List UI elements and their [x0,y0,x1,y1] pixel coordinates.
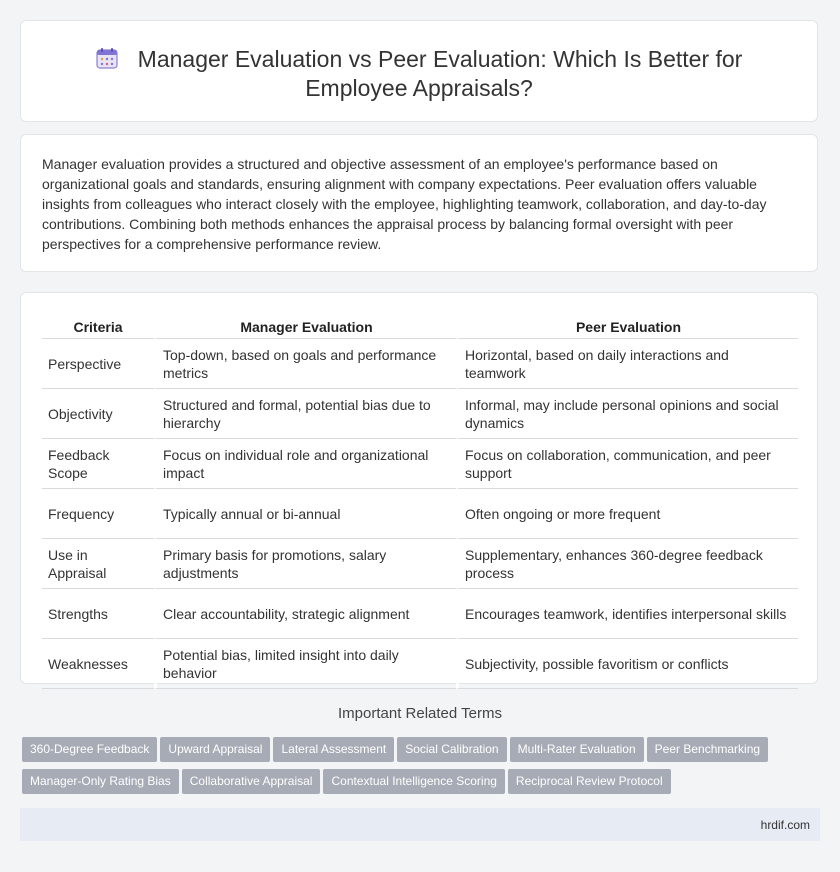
related-tag[interactable]: Manager-Only Rating Bias [22,769,179,794]
related-tag[interactable]: Upward Appraisal [160,737,270,762]
manager-cell: Potential bias, limited insight into daily behavior [154,639,456,689]
manager-cell: Focus on individual role and organizational impact [154,439,456,489]
table-row [42,339,798,389]
manager-cell: Clear accountability, strategic alignment [154,589,456,639]
criteria-cell: Weaknesses [42,639,154,689]
intro-card [20,134,818,272]
title-line-1: Manager Evaluation vs Peer Evaluation: Which Is Better for [137,46,743,72]
related-tag[interactable]: Lateral Assessment [273,737,394,762]
footer [20,808,820,841]
related-tag[interactable]: Collaborative Appraisal [182,769,321,794]
title-line-2: Employee Appraisals? [305,75,533,101]
table-header-row [42,313,798,339]
related-tag[interactable]: 360-Degree Feedback [22,737,157,762]
header-criteria: Criteria [42,313,154,339]
related-tag[interactable]: Reciprocal Review Protocol [508,769,671,794]
table-row [42,489,798,539]
related-tag[interactable]: Peer Benchmarking [647,737,768,762]
peer-cell: Supplementary, enhances 360-degree feedback process [456,539,798,589]
peer-cell: Informal, may include personal opinions and social dynamics [456,389,798,439]
related-terms-title: Important Related Terms [338,705,502,722]
criteria-cell: Use in Appraisal [42,539,154,589]
criteria-cell: Objectivity [42,389,154,439]
header-manager: Manager Evaluation [154,313,456,339]
footer-site[interactable]: hrdif.com [760,818,810,832]
title-card [20,20,818,122]
manager-cell: Typically annual or bi-annual [154,489,456,539]
manager-cell: Top-down, based on goals and performance metrics [154,339,456,389]
peer-cell: Focus on collaboration, communication, and peer support [456,439,798,489]
page-title [21,45,817,103]
comparison-table [42,313,798,689]
related-tag[interactable]: Social Calibration [397,737,506,762]
peer-cell: Subjectivity, possible favoritism or conflicts [456,639,798,689]
related-tag[interactable]: Multi-Rater Evaluation [510,737,644,762]
table-row [42,639,798,689]
header-peer: Peer Evaluation [456,313,798,339]
manager-cell: Primary basis for promotions, salary adjustments [154,539,456,589]
peer-cell: Encourages teamwork, identifies interpersonal skills [456,589,798,639]
manager-cell: Structured and formal, potential bias due to hierarchy [154,389,456,439]
criteria-cell: Frequency [42,489,154,539]
criteria-cell: Strengths [42,589,154,639]
related-tag[interactable]: Contextual Intelligence Scoring [323,769,504,794]
criteria-cell: Perspective [42,339,154,389]
related-terms-list [22,737,802,801]
table-row [42,589,798,639]
peer-cell: Horizontal, based on daily interactions and teamwork [456,339,798,389]
table-row [42,389,798,439]
criteria-cell: Feedback Scope [42,439,154,489]
calendar-icon [96,47,118,69]
table-row [42,539,798,589]
comparison-card [20,292,818,684]
table-row [42,439,798,489]
intro-paragraph: Manager evaluation provides a structured and objective assessment of an employee's performance based on organizational goals and standards, ensuring alignment with company expectations. Peer evaluation offers valuable insights from colleagues who interact closely with the employee, highlighting teamwork, collaboration, and day-to-day contributions. Combining both methods enhances the appraisal process by balancing formal oversight with peer perspectives for a comprehensive performance review. [42,156,767,252]
peer-cell: Often ongoing or more frequent [456,489,798,539]
